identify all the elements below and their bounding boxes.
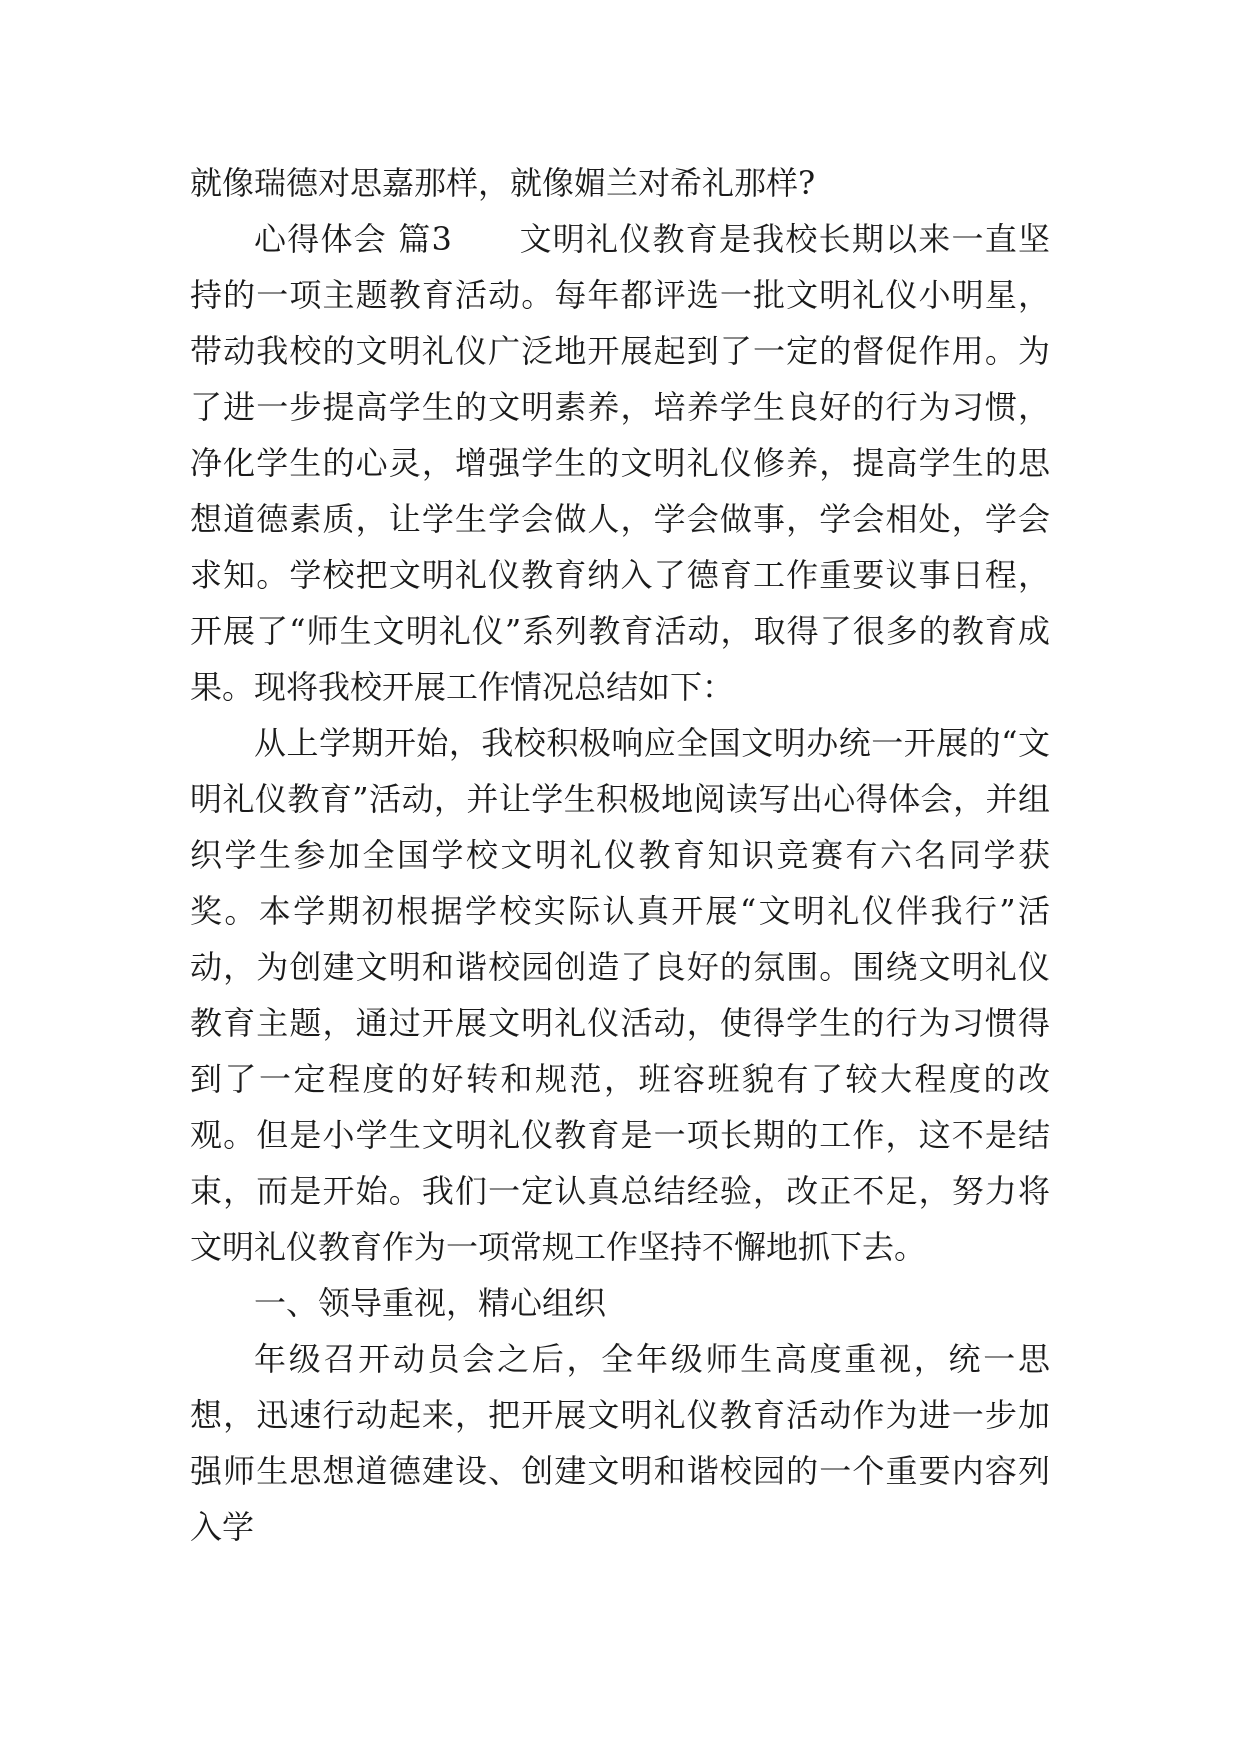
paragraph-mobilization: 年级召开动员会之后，全年级师生高度重视，统一思想，迅速行动起来，把开展文明礼仪教育活动作为进一步加强师生思想道德建设、创建文明和谐校园的一个重要内容列入学 <box>190 1340 1050 1546</box>
paragraph-continuation: 就像瑞德对思嘉那样，就像媚兰对希礼那样? <box>190 164 816 202</box>
paragraph-activities: 从上学期开始，我校积极响应全国文明办统一开展的“文明礼仪教育”活动，并让学生积极地阅读写出心得体会，并组织学生参加全国学校文明礼仪教育知识竞赛有六名同学获奖。本学期初根据学校实际认真开展“文明礼仪伴我行”活动，为创建文明和谐校园创造了良好的氛围。围绕文明礼仪教育主题，通过开展文明礼仪活动，使得学生的行为习惯得到了一定程度的好转和规范，班容班貌有了较大程度的改观。但是小学生文明礼仪教育是一项长期的工作，这不是结束，而是开始。我们一定认真总结经验，改正不足，努力将文明礼仪教育作为一项常规工作坚持不懈地抓下去。 <box>190 724 1050 1266</box>
section-heading-leadership: 一、领导重视，精心组织 <box>254 1284 607 1322</box>
paragraph-section-3-intro: 心得体会 篇3 文明礼仪教育是我校长期以来一直坚持的一项主题教育活动。每年都评选一批文明礼仪小明星，带动我校的文明礼仪广泛地开展起到了一定的督促作用。为了进一步提高学生的文明素养，培养学生良好的行为习惯，净化学生的心灵，增强学生的文明礼仪修养，提高学生的思想道德素质，让学生学会做人，学会做事，学会相处，学会求知。学校把文明礼仪教育纳入了德育工作重要议事日程，开展了“师生文明礼仪”系列教育活动，取得了很多的教育成果。现将我校开展工作情况总结如下： <box>190 220 1050 706</box>
document-body <box>190 155 1050 1555</box>
